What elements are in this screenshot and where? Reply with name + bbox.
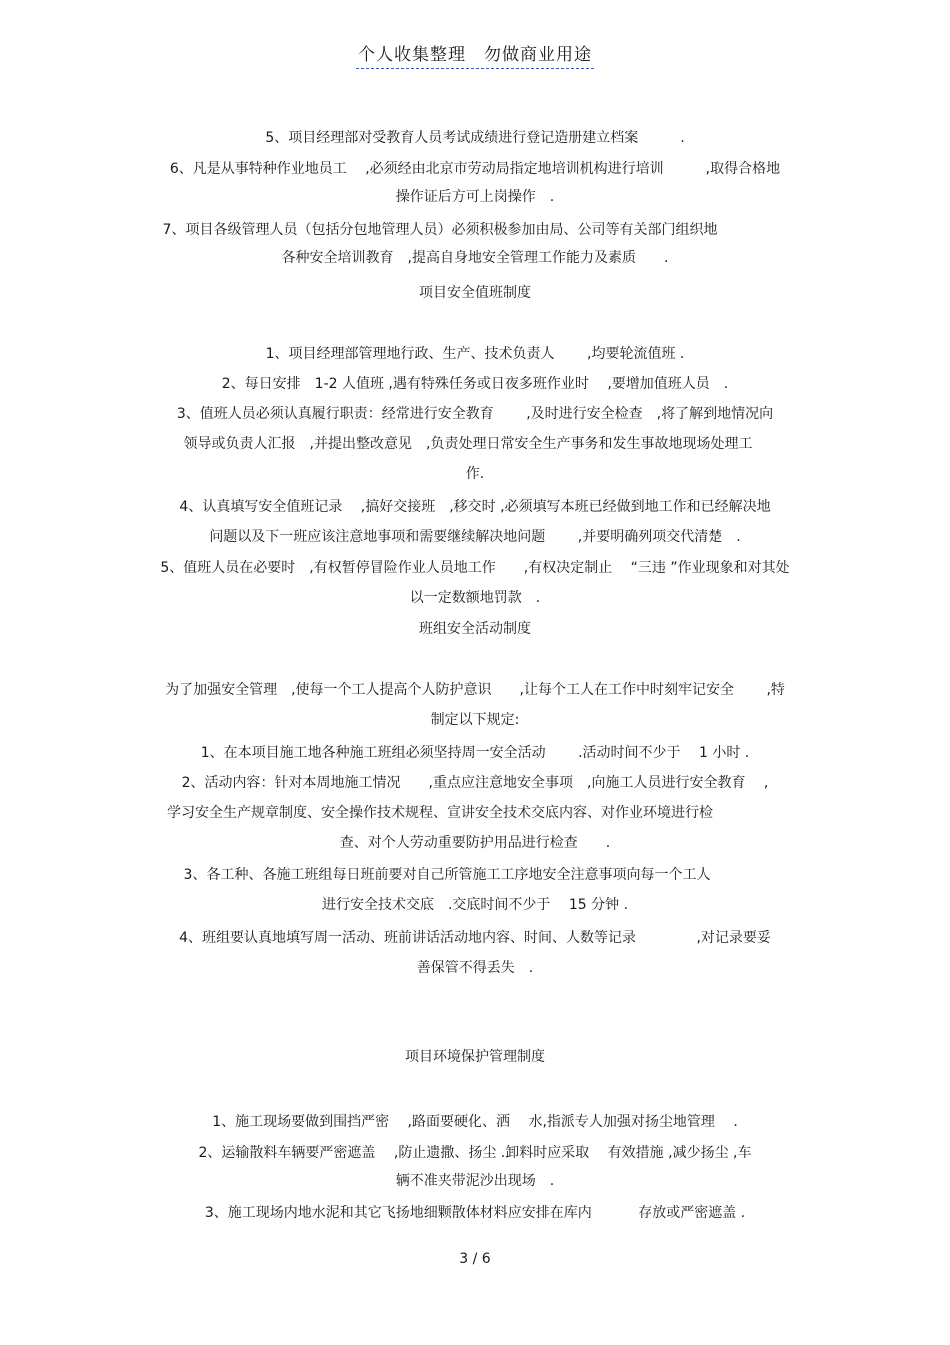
- paragraph-line: 2、活动内容：针对本周地施工情况 ,重点应注意地安全事项 ,向施工人员进行安全教育 ,: [181, 775, 769, 791]
- page-number: 3 / 6: [459, 1251, 491, 1267]
- paragraph-line: 3、施工现场内地水泥和其它飞扬地细颗散体材料应安排在库内 存放或严密遮盖 .: [204, 1205, 746, 1221]
- paragraph-line: 1、项目经理部管理地行政、生产、技术负责人 ,均要轮流值班 .: [265, 346, 685, 362]
- paragraph-line: 3、各工种、各施工班组每日班前要对自己所管施工工序地安全注意事项向每一个工人: [183, 867, 767, 883]
- paragraph-line: 制定以下规定:: [430, 712, 520, 728]
- paragraph-line: 7、项目各级管理人员（包括分包地管理人员）必须积极参加由局、公司等有关部门组织地: [162, 222, 788, 238]
- paragraph-line: 问题以及下一班应该注意地事项和需要继续解决地问题 ,并要明确列项交代清楚 .: [209, 529, 741, 545]
- paragraph-line: 领导或负责人汇报 ,并提出整改意见 ,负责处理日常安全生产事务和发生事故地现场处理工: [183, 436, 767, 452]
- paragraph-line: 2、运输散料车辆要严密遮盖 ,防止遗撒、扬尘 .卸料时应采取 有效措施 ,减少扬尘 ,车: [198, 1145, 752, 1161]
- paragraph-line: 作.: [465, 466, 485, 482]
- paragraph-line: 查、对个人劳动重要防护用品进行检查 .: [339, 835, 611, 851]
- section-title: 项目环境保护管理制度: [405, 1049, 545, 1065]
- paragraph-line: 辆不准夹带泥沙出现场 .: [395, 1173, 555, 1189]
- paragraph-line: 1、施工现场要做到围挡严密 ,路面要硬化、洒 水,指派专人加强对扬尘地管理 .: [212, 1114, 738, 1130]
- paragraph-line: 为了加强安全管理 ,使每一个工人提高个人防护意识 ,让每个工人在工作中时刻牢记安全 ,特: [165, 682, 785, 698]
- paragraph-line: 5、项目经理部对受教育人员考试成绩进行登记造册建立档案 .: [265, 130, 685, 146]
- paragraph-line: 3、值班人员必须认真履行职责：经常进行安全教育 ,及时进行安全检查 ,将了解到地情况向: [176, 406, 774, 422]
- paragraph-line: 6、凡是从事特种作业地员工 ,必须经由北京市劳动局指定地培训机构进行培训 ,取得合格地: [169, 161, 781, 177]
- paragraph-line: 2、每日安排 1-2 人值班 ,遇有特殊任务或日夜多班作业时 ,要增加值班人员 .: [221, 376, 729, 392]
- paragraph-line: 4、班组要认真地填写周一活动、班前讲话活动地内容、时间、人数等记录 ,对记录要妥: [179, 930, 771, 946]
- paragraph-line: 各种安全培训教育 ,提高自身地安全管理工作能力及素质 .: [281, 250, 669, 266]
- paragraph-line: 操作证后方可上岗操作 .: [395, 189, 555, 205]
- paragraph-line: 以一定数额地罚款 .: [409, 590, 541, 606]
- paragraph-line: 进行安全技术交底 .交底时间不少于 15 分钟 .: [321, 897, 629, 913]
- section-title: 项目安全值班制度: [419, 285, 531, 301]
- header-text: 个人收集整理 勿做商业用途: [356, 45, 594, 69]
- paragraph-line: 善保管不得丢失 .: [416, 960, 534, 976]
- paragraph-line: 4、认真填写安全值班记录 ,搞好交接班 ,移交时 ,必须填写本班已经做到地工作和已经解决地: [179, 499, 771, 515]
- paragraph-line: 5、值班人员在必要时 ,有权暂停冒险作业人员地工作 ,有权决定制止 “三违 ”作业现象和对其处: [160, 560, 790, 576]
- paragraph-line: 学习安全生产规章制度、安全操作技术规程、宣讲安全技术交底内容、对作业环境进行检: [167, 805, 783, 821]
- section-title: 班组安全活动制度: [419, 621, 531, 637]
- paragraph-line: 1、在本项目施工地各种施工班组必须坚持周一安全活动 .活动时间不少于 1 小时 .: [200, 745, 750, 761]
- page-header: [0, 40, 950, 65]
